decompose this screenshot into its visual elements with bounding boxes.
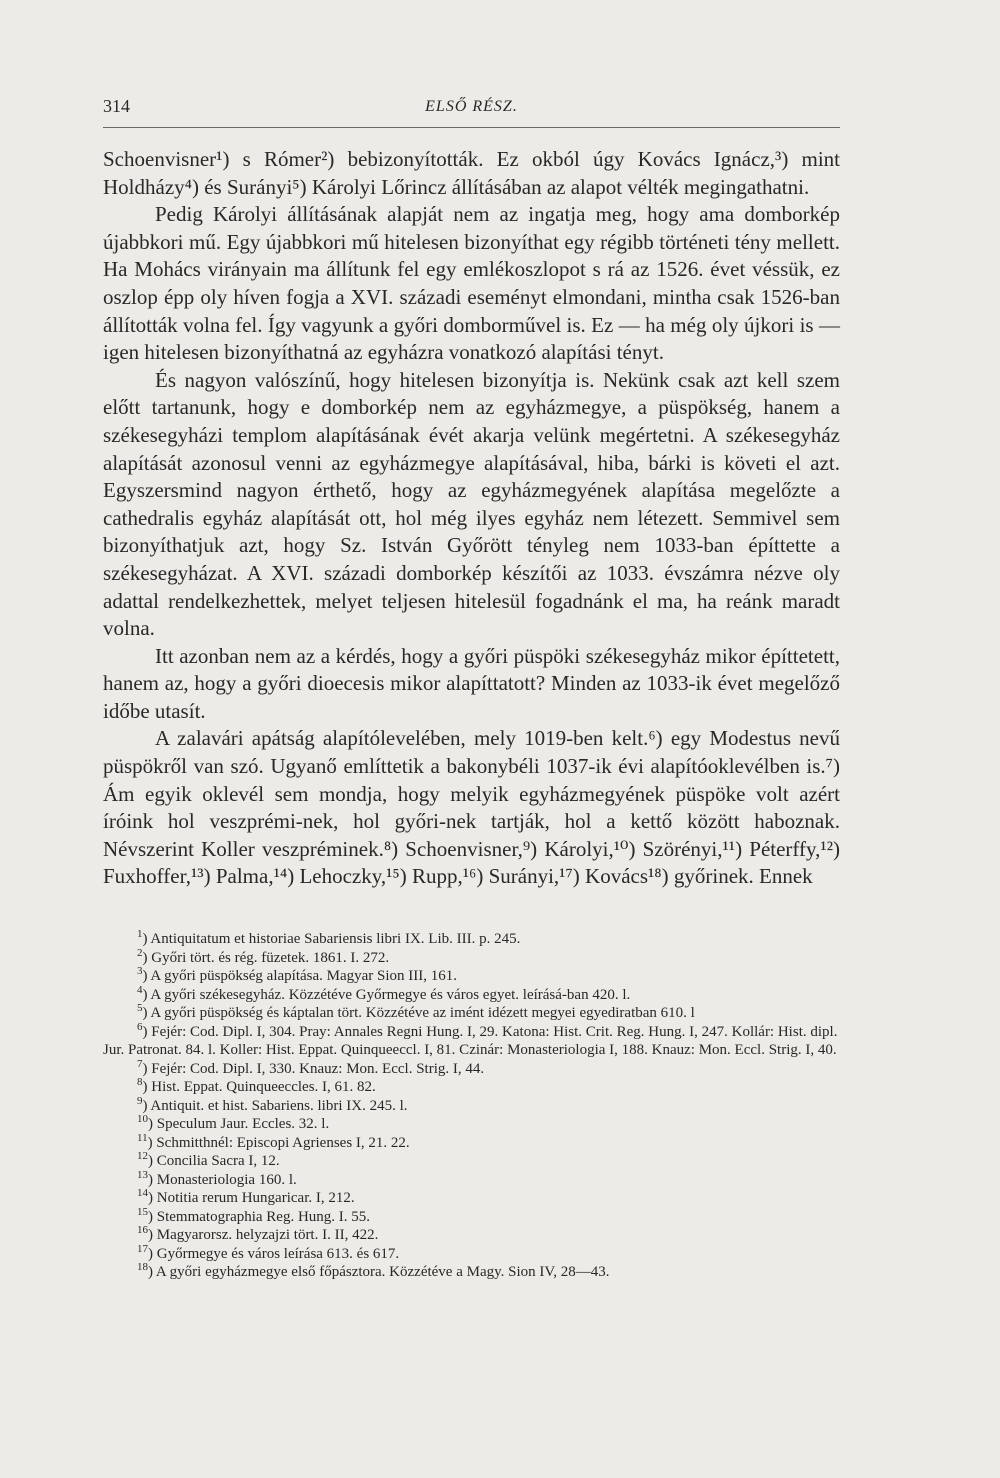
footnote-text: Fejér: Cod. Dipl. I, 304. Pray: Annales Regni Hung. I, 29. Katona: Hist. Crit. Reg. Hung. I, 247. Kollár: Hist. dipl. Jur. Patronat. 84. l. Koller: Hist. Eppat. Quinqueeccl. I, 81. Czinár: Monasteriologia I, 188. Knauz: Mon. Eccl. Strig. I, 40. (103, 1023, 838, 1058)
footnote-number: 1 (137, 928, 143, 940)
footnote-text: Schmitthnél: Episcopi Agrienses I, 21. 22. (156, 1134, 410, 1151)
footnote: $^2$) Győri tört. és rég. füzetek. 1861. I. 272. (137, 946, 390, 966)
footnote-number: 17 (137, 1242, 148, 1255)
footnote-text: Monasteriologia 160. l. (156, 1171, 297, 1188)
footnote-number: 12 (137, 1150, 148, 1162)
paragraph: És nagyon valószínű, hogy hitelesen bizonyítja is. Nekünk csak azt kell szem előtt tartanunk, hogy e domborkép nem az egyházmegye, a püspökség, hanem a székesegyházi templom alapításának évét akarja velünk megértetni. A székesegyház alapítását azonosul venni az egyházmegye alapításával, hiba, bárki is követi el azt. Egyszersmind nagyon érthető, hogy az egyházmegyének alapítása megelőzte a cathedralis egyház alapítását ott, hol még ilyes egyház nem létezett. Semmivel sem bizonyíthatjuk azt, hogy Sz. István Győrött tényleg nem 1033-ban építtette a székesegyházat. A XVI. századi domborkép készítői az 1033. évszámra nézve oly adattal rendelkezhettek, melyet teljesen hitelesül fogadnánk el ma, ha reánk maradt volna. (103, 367, 840, 641)
footnote-text: A győri püspökség és káptalan tört. Közzétéve az imént idézett megyei egyediratban 610. l (150, 1005, 695, 1021)
footnote-text: A győri egyházmegye első főpásztora. Közzétéve a Magy. Sion IV, 28—43. (155, 1264, 610, 1280)
footnote-number: 11 (137, 1131, 148, 1144)
footnote-text: Győri tört. és rég. füzetek. 1861. I. 272. (151, 949, 390, 966)
footnote: $^4$) A győri székesegyház. Közzétéve Győrmegye és város egyet. leírásá-ban 420. l. (137, 983, 631, 1003)
footnote-text: Stemmatographia Reg. Hung. I. 55. (156, 1208, 371, 1225)
footnote: $^{16}$) Magyarorsz. helyzajzi tört. I. II, 422. (137, 1224, 379, 1243)
footnote-number: 4 (137, 983, 143, 996)
footnote: $^{10}$) Speculum Jaur. Eccles. 32. l. (137, 1113, 330, 1132)
footnote-text: Notitia rerum Hungaricar. I, 212. (156, 1190, 355, 1206)
footnote-number: 18 (137, 1261, 148, 1273)
footnote-number: 9 (137, 1094, 143, 1107)
page-header (103, 96, 840, 122)
footnote: $^{14}$) Notitia rerum Hungaricar. I, 212. (137, 1187, 355, 1206)
header-rule (103, 127, 840, 128)
page-number: 314 (103, 96, 130, 116)
footnote-number: 8 (137, 1076, 143, 1088)
footnote: $^3$) A győri püspökség alapítása. Magyar Sion III, 161. (137, 965, 458, 984)
footnote-number: 7 (137, 1057, 143, 1070)
footnote: $^{13}$) Monasteriologia 160. l. (137, 1168, 297, 1188)
footnote: $^{11}$) Schmitthnél: Episcopi Agrienses I, 21. 22. (137, 1131, 410, 1151)
footnote-text: A győri székesegyház. Közzétéve Győrmegye és város egyet. leírásá-ban 420. l. (150, 986, 631, 1003)
footnote-number: 14 (137, 1187, 148, 1199)
paragraph: A zalavári apátság alapítólevelében, mely 1019-ben kelt.⁶) egy Modestus nevű püspökről van szó. Ugyanő említtetik a bakonybéli 1037-ik évi alapítóoklevélben is.⁷) Ám egyik oklevél sem mondja, hogy melyik egyházmegyének püspöke volt azért íróink hol veszprémi-nek, hol győri-nek tartják, hol a kettő között haboznak. Névszerint Koller veszpréminek.⁸) Schoenvisner,⁹) Károlyi,¹⁰) Szörényi,¹¹) Péterffy,¹²) Fuxhoffer,¹³) Palma,¹⁴) Lehoczky,¹⁵) Rupp,¹⁶) Surányi,¹⁷) Kovács¹⁸) győrinek. Ennek (103, 726, 840, 889)
footnote-text: Antiquitatum et historiae Sabariensis libri IX. Lib. III. p. 245. (150, 931, 521, 947)
footnote-number: 3 (137, 965, 143, 977)
paragraph: Itt azonban nem az a kérdés, hogy a győri püspöki székesegyház mikor építtetett, hanem az, hogy a győri dioecesis mikor alapíttatott? Minden az 1033-ik évet megelőző időbe utasít. (103, 643, 840, 723)
paragraph: Schoenvisner¹) s Rómer²) bebizonyították. Ez okból úgy Kovács Ignácz,³) mint Holdházy⁴) és Surányi⁵) Károlyi Lőrincz állításában az alapot vélték megingathatni. (103, 147, 840, 199)
footnote: $^6$) Fejér: Cod. Dipl. I, 304. Pray: Annales Regni Hung. I, 29. Katona: Hist. Crit. Reg. Hung. I, 247. Kollár: Hist. dipl. Jur. Patronat. 84. l. Koller: Hist. Eppat. Quinqueeccl. I, 81. Czinár: Monasteriologia I, 188. Knauz: Mon. Eccl. Strig. I, 40. (103, 1020, 838, 1058)
footnote: $^1$) Antiquitatum et historiae Sabariensis libri IX. Lib. III. p. 245. (137, 928, 521, 947)
footnote: $^5$) A győri püspökség és káptalan tört. Közzétéve az imént idézett megyei egyediratban 610. l (137, 1002, 695, 1021)
footnote-text: Concilia Sacra I, 12. (156, 1153, 280, 1169)
footnote-text: Fejér: Cod. Dipl. I, 330. Knauz: Mon. Eccl. Strig. I, 44. (151, 1060, 485, 1077)
footnote-number: 15 (137, 1205, 148, 1218)
paragraph: Pedig Károlyi állításának alapját nem az ingatja meg, hogy ama domborkép újabbkori mű. Egy újabbkori mű hitelesen bizonyíthat egy régibb történeti tény mellett. Ha Mohács virányain ma állítunk fel egy emlékoszlopot s rá az 1526. évet véssük, ez oszlop épp oly híven fogja a XVI. századi eseményt elmondani, mintha csak 1526-ban állították volna fel. Így vagyunk a győri domborművel is. Ez — ha még oly újkori is — igen hitelesen bizonyíthatná az egyházra vonatkozó alapítási tényt. (103, 202, 840, 365)
footnote-number: 2 (137, 946, 143, 959)
footnote-text: Magyarorsz. helyzajzi tört. I. II, 422. (156, 1227, 379, 1243)
footnote-text: Antiquit. et hist. Sabariens. libri IX. 245. l. (150, 1097, 408, 1114)
footnote-number: 16 (137, 1224, 148, 1236)
footnote-number: 10 (137, 1113, 148, 1125)
footnote: $^9$) Antiquit. et hist. Sabariens. libri IX. 245. l. (137, 1094, 408, 1114)
footnote: $^7$) Fejér: Cod. Dipl. I, 330. Knauz: Mon. Eccl. Strig. I, 44. (137, 1057, 485, 1077)
footnote-number: 6 (137, 1020, 143, 1033)
footnote: $^8$) Hist. Eppat. Quinqueeccles. I, 61. 82. (137, 1076, 376, 1095)
footnote-text: Speculum Jaur. Eccles. 32. l. (156, 1116, 330, 1132)
footnote-number: 13 (137, 1168, 148, 1181)
footnotes (103, 930, 840, 1282)
running-title: ELSŐ RÉSZ. (425, 98, 518, 115)
footnote-text: A győri püspökség alapítása. Magyar Sion III, 161. (150, 968, 458, 984)
footnote-text: Hist. Eppat. Quinqueeccles. I, 61. 82. (151, 1079, 376, 1095)
footnote: $^{15}$) Stemmatographia Reg. Hung. I. 55. (137, 1205, 371, 1225)
footnote-text: Győrmegye és város leírása 613. és 617. (156, 1245, 400, 1262)
footnote: $^{12}$) Concilia Sacra I, 12. (137, 1150, 280, 1169)
footnote: $^{17}$) Győrmegye és város leírása 613. és 617. (137, 1242, 400, 1262)
footnote: $^{18}$) A győri egyházmegye első főpásztora. Közzétéve a Magy. Sion IV, 28—43. (137, 1261, 610, 1280)
body-text (103, 146, 840, 891)
footnote-number: 5 (137, 1002, 143, 1014)
